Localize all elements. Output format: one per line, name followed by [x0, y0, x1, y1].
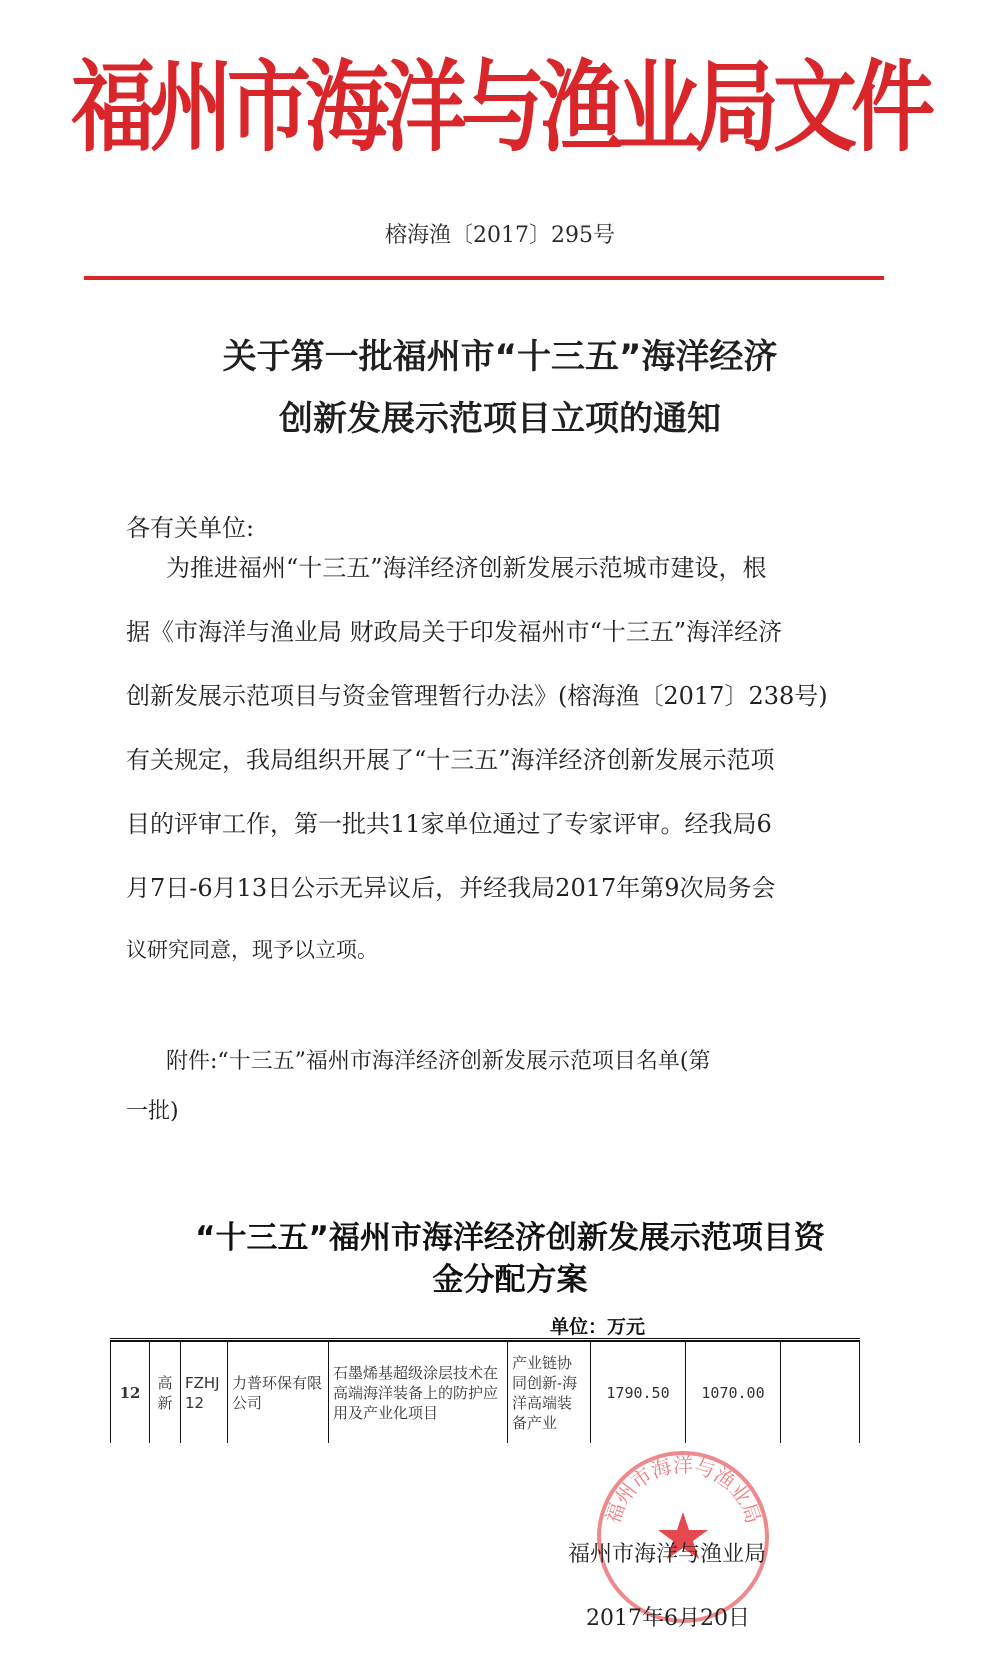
- body-line: 月7日-6月13日公示无异议后，并经我局2017年第9次局务会: [126, 874, 776, 902]
- body-line: 议研究同意，现予以立项。: [126, 938, 378, 962]
- issuer-name: 福州市海洋与渔业局: [568, 1542, 767, 1567]
- cell-number: 12: [111, 1342, 150, 1444]
- cell-type: 高新: [150, 1342, 181, 1444]
- red-divider: [84, 276, 884, 280]
- unit-label: 单位：万元: [550, 1316, 646, 1338]
- document-number: 榕海渔〔2017〕295号: [385, 223, 615, 248]
- allocation-title-line-1: “十三五”福州市海洋经济创新发展示范项目资: [195, 1220, 825, 1256]
- body-line: 目的评审工作，第一批共11家单位通过了专家评审。经我局6: [126, 810, 772, 838]
- cell-code: FZHJ 12: [181, 1342, 228, 1444]
- red-header-title: 福州市海洋与渔业局文件: [70, 48, 929, 165]
- body-line: 创新发展示范项目与资金管理暂行办法》(榕海渔〔2017〕238号): [126, 682, 828, 710]
- notice-title-line-1: 关于第一批福州市“十三五”海洋经济: [222, 337, 778, 377]
- notice-title-line-2: 创新发展示范项目立项的通知: [279, 399, 721, 439]
- body-line: 有关规定，我局组织开展了“十三五”海洋经济创新发展示范项: [126, 746, 775, 774]
- body-line: 据《市海洋与渔业局 财政局关于印发福州市“十三五”海洋经济: [126, 618, 783, 646]
- allocation-table: [110, 1338, 860, 1443]
- issue-date: 2017年6月20日: [586, 1606, 750, 1631]
- cell-blank: [781, 1342, 860, 1444]
- allocation-title: [150, 1217, 870, 1301]
- cell-amount-total: 1790.50: [591, 1342, 686, 1444]
- cell-unit-name: 力普环保有限公司: [228, 1342, 329, 1444]
- attachment-line-1: 附件:“十三五”福州市海洋经济创新发展示范项目名单(第: [166, 1049, 711, 1074]
- cell-category: 产业链协同创新-海洋高端装备产业: [508, 1342, 591, 1444]
- table-row: [111, 1342, 860, 1444]
- cell-project-name: 石墨烯基超级涂层技术在高端海洋装备上的防护应用及产业化项目: [329, 1342, 508, 1444]
- attachment-line-2: 一批): [126, 1099, 179, 1124]
- allocation-title-line-2: 金分配方案: [432, 1262, 588, 1298]
- notice-title: [0, 326, 1000, 450]
- seal-text: 福州市海洋与渔业局: [600, 1453, 766, 1527]
- cell-amount-allocated: 1070.00: [686, 1342, 781, 1444]
- addressee: 各有关单位:: [126, 514, 255, 542]
- body-line: 为推进福州“十三五”海洋经济创新发展示范城市建设，根: [166, 554, 767, 582]
